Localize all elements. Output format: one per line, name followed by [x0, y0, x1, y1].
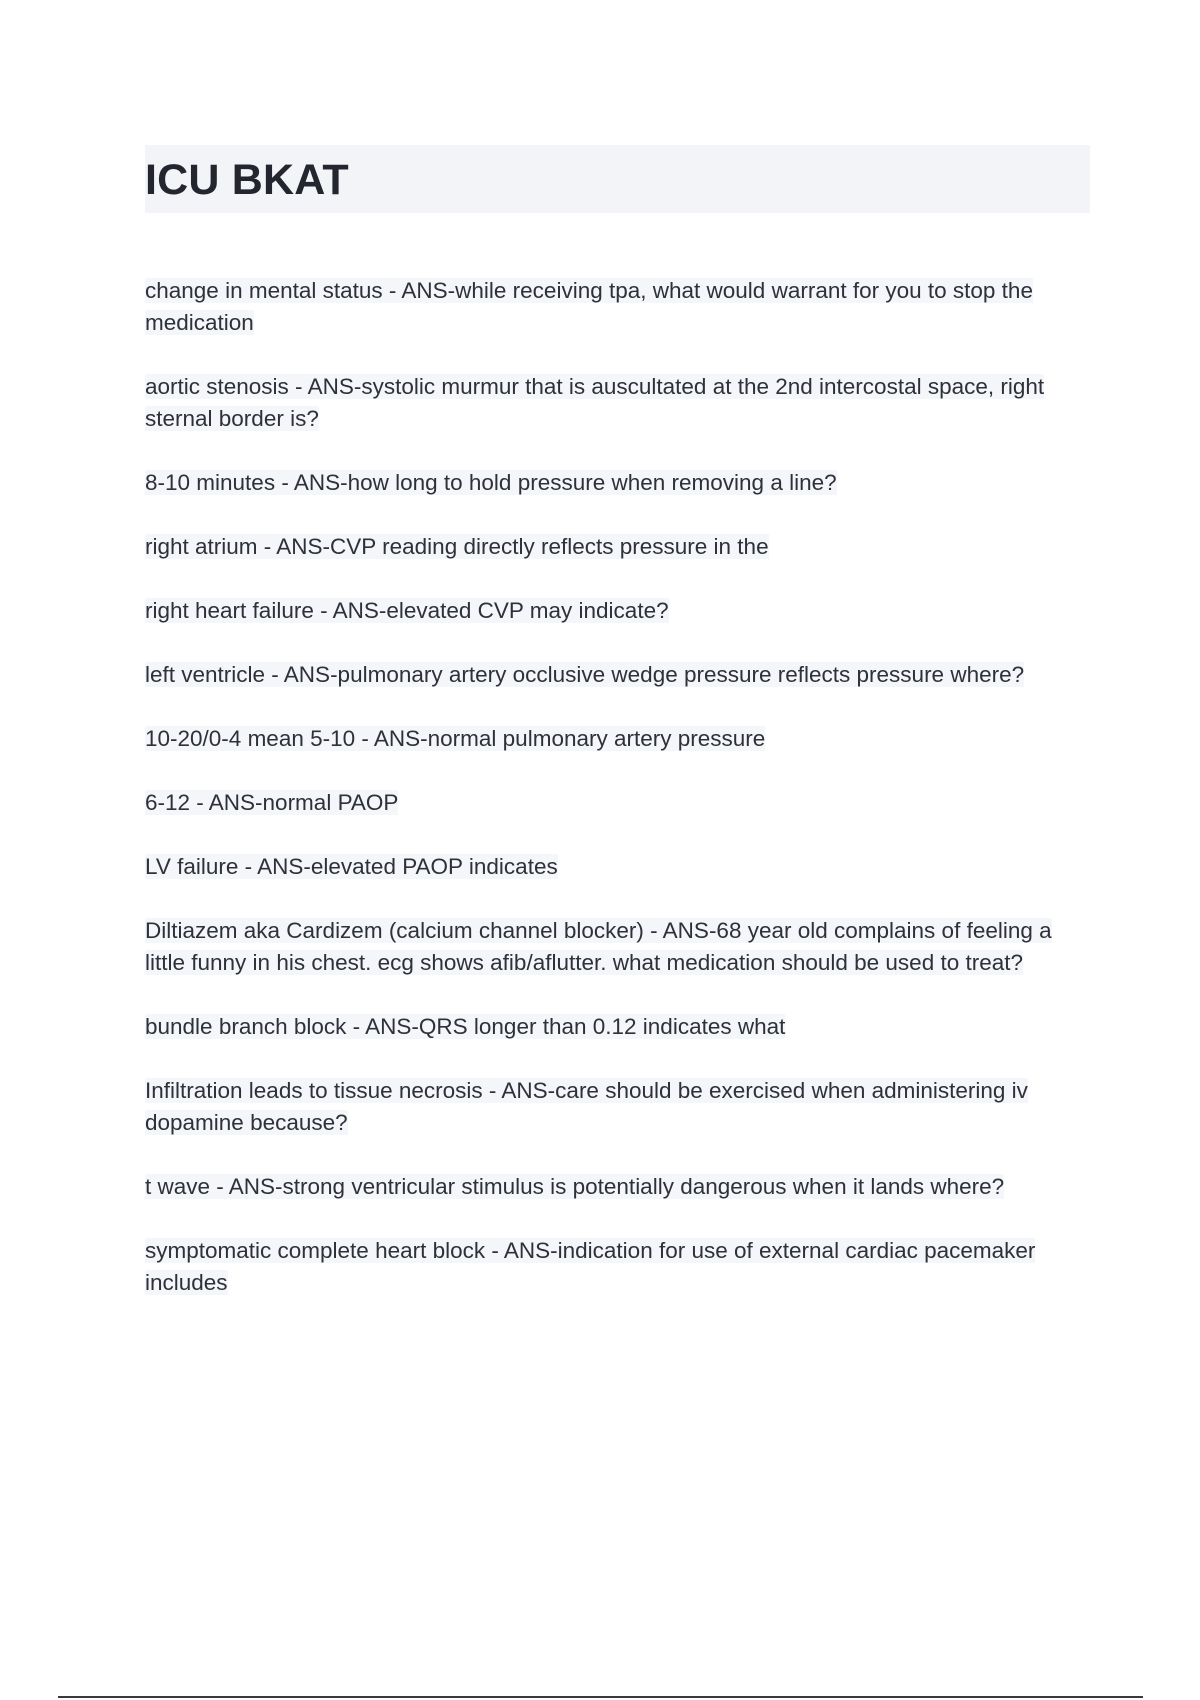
qa-item — [145, 1171, 1090, 1203]
qa-item — [145, 275, 1090, 339]
qa-text: 10-20/0-4 mean 5-10 - ANS-normal pulmonary artery pressure — [145, 726, 766, 751]
qa-item — [145, 371, 1090, 435]
title-band — [145, 145, 1090, 213]
qa-item — [145, 531, 1090, 563]
qa-text: Diltiazem aka Cardizem (calcium channel blocker) - ANS-68 year old complains of feeling a little funny in his chest. ecg shows afib/aflutter. what medication should be used to treat? — [145, 918, 1052, 975]
footer-divider — [58, 1696, 1143, 1698]
qa-item — [145, 787, 1090, 819]
page-title: ICU BKAT — [145, 155, 349, 204]
qa-text: right atrium - ANS-CVP reading directly reflects pressure in the — [145, 534, 769, 559]
qa-item — [145, 1011, 1090, 1043]
qa-text: left ventricle - ANS-pulmonary artery occlusive wedge pressure reflects pressure where? — [145, 662, 1025, 687]
qa-text: aortic stenosis - ANS-systolic murmur that is auscultated at the 2nd intercostal space, right sternal border is? — [145, 374, 1045, 431]
qa-text: LV failure - ANS-elevated PAOP indicates — [145, 854, 558, 879]
qa-item — [145, 1235, 1090, 1299]
qa-text: right heart failure - ANS-elevated CVP may indicate? — [145, 598, 669, 623]
qa-text: Infiltration leads to tissue necrosis - ANS-care should be exercised when administering iv dopamine because? — [145, 1078, 1028, 1135]
qa-item — [145, 915, 1090, 979]
qa-text: change in mental status - ANS-while receiving tpa, what would warrant for you to stop the medication — [145, 278, 1033, 335]
qa-item — [145, 659, 1090, 691]
qa-item — [145, 467, 1090, 499]
qa-item — [145, 1075, 1090, 1139]
qa-text: symptomatic complete heart block - ANS-indication for use of external cardiac pacemaker includes — [145, 1238, 1036, 1295]
qa-text: bundle branch block - ANS-QRS longer than 0.12 indicates what — [145, 1014, 786, 1039]
qa-list — [145, 275, 1090, 1299]
qa-item — [145, 851, 1090, 883]
qa-item — [145, 723, 1090, 755]
qa-text: 6-12 - ANS-normal PAOP — [145, 790, 399, 815]
qa-text: 8-10 minutes - ANS-how long to hold pressure when removing a line? — [145, 470, 837, 495]
qa-item — [145, 595, 1090, 627]
document-page — [145, 145, 1090, 1331]
qa-text: t wave - ANS-strong ventricular stimulus is potentially dangerous when it lands where? — [145, 1174, 1005, 1199]
